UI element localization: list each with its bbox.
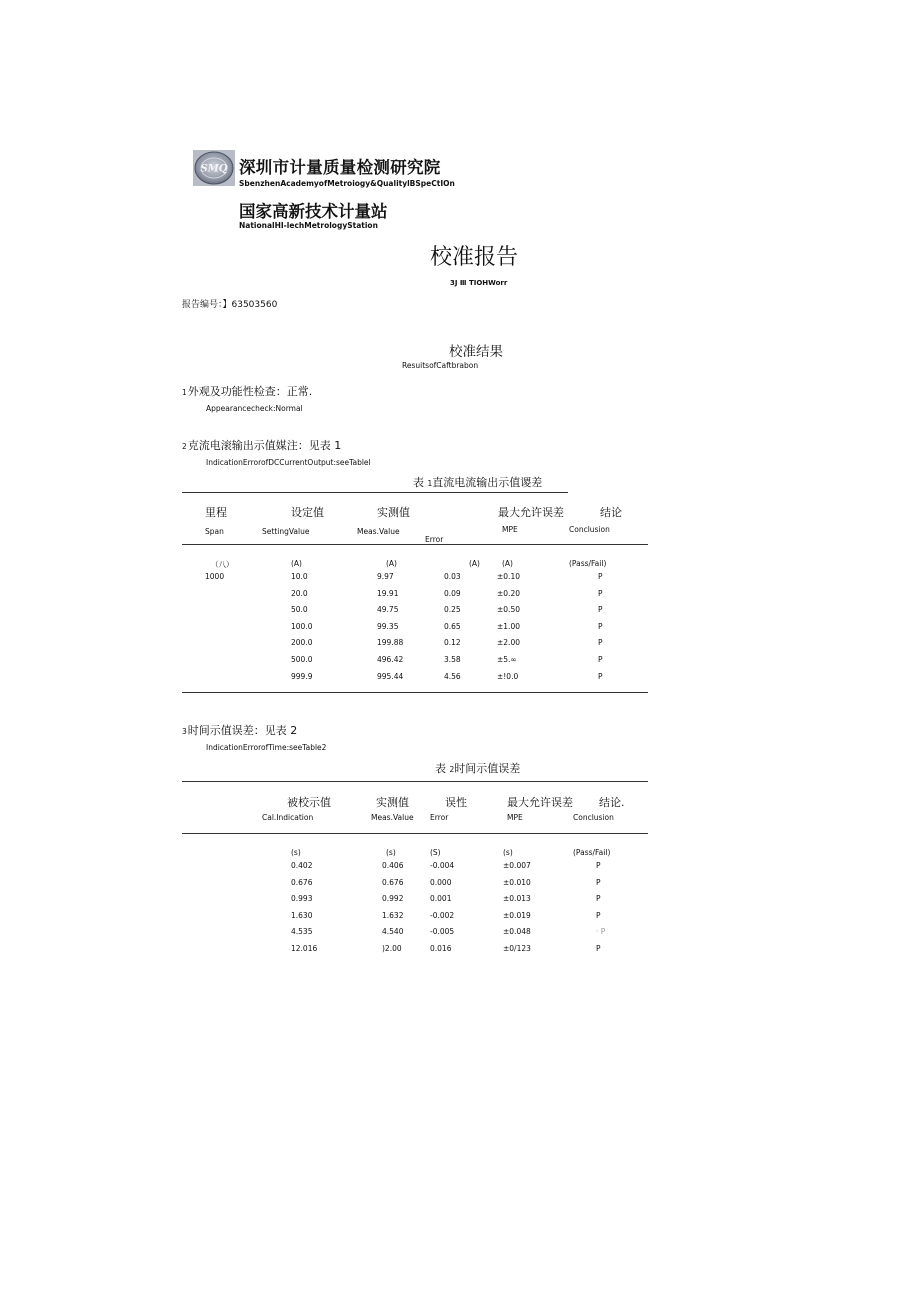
- t1-cell-error: 3.58: [444, 655, 461, 664]
- table-1-caption: [413, 474, 542, 490]
- section-3-subtitle: IndicationErrorofTime:seeTable2: [206, 743, 327, 752]
- t1-header-conclusion-en: Conclusion: [569, 525, 610, 534]
- t2-cell-concl: P: [596, 944, 601, 953]
- t1-cell-meas: 9.97: [377, 572, 394, 581]
- t1-cell-error: 0.65: [444, 621, 461, 631]
- section-number: 3: [182, 727, 187, 736]
- t1-unit-error: (A): [469, 559, 480, 568]
- institute-logo: [193, 150, 235, 186]
- t1-cell-setting: 100.0: [291, 621, 313, 631]
- t1-unit-span: （八）: [211, 560, 234, 569]
- caption-number: 2: [449, 765, 455, 774]
- t1-cell-setting: 200.0: [291, 638, 313, 648]
- t2-header-error-en: Error: [430, 813, 449, 822]
- t1-cell-concl: P: [598, 588, 603, 598]
- t1-header-setting-cn: 设定值: [291, 506, 324, 519]
- t1-cell-setting: 20.0: [291, 588, 308, 598]
- t1-cell-concl: P: [598, 621, 603, 631]
- t1-header-setting-en: SettingValue: [262, 527, 310, 536]
- t2-cell-mpe: ±0.013: [503, 894, 531, 904]
- t2-cell-mpe: ±0.048: [503, 927, 531, 937]
- caption-text: 时间示值误差: [454, 762, 521, 775]
- t2-cell-concl: P: [596, 894, 601, 904]
- t1-cell-mpe: ±0.20: [497, 588, 520, 598]
- t2-header-meas-en: Meas.Value: [371, 813, 414, 822]
- t1-unit-meas: (A): [386, 559, 397, 568]
- t2-cell-meas: 4.540: [382, 927, 404, 937]
- t1-cell-error: 4.56: [444, 671, 461, 681]
- t1-header-span-en: Span: [205, 527, 224, 536]
- t2-header-mpe-en: MPE: [507, 813, 523, 822]
- t2-cell-error: 0.001: [430, 894, 452, 904]
- t1-span-value: 1000: [205, 572, 225, 581]
- t1-cell-setting: 999.9: [291, 671, 313, 681]
- table-2-caption: [435, 760, 520, 776]
- t2-header-error-cn: 误性: [445, 796, 467, 809]
- t2-cell-mpe: ±0/123: [503, 944, 531, 953]
- table-1-header-rule: [182, 544, 648, 545]
- t2-cell-error: -0.005: [430, 927, 455, 937]
- t1-unit-setting: (A): [291, 559, 302, 568]
- t1-header-conclusion-cn: 结论: [600, 506, 622, 519]
- t2-header-mpe-cn: 最大允许误差: [507, 796, 573, 809]
- t1-cell-mpe: ±0.50: [497, 605, 520, 615]
- station-name-cn: 国家高新技术计量站: [239, 202, 388, 221]
- t1-cell-mpe: ±0.10: [497, 572, 520, 581]
- t2-cell-error: -0.004: [430, 861, 455, 870]
- t2-cell-meas: 0.406: [382, 861, 404, 870]
- t2-header-conclusion-cn: 结论.: [599, 796, 625, 809]
- t2-cell-error: -0.002: [430, 910, 455, 920]
- t1-cell-meas: 995.44: [377, 671, 404, 681]
- report-title-cn: 校准报告: [430, 245, 519, 270]
- station-name-en: NationalHI-lechMetrologyStation: [239, 221, 378, 230]
- t2-cell-meas: 1.632: [382, 910, 404, 920]
- results-heading-cn: 校准结果: [449, 344, 503, 360]
- t2-cell-cal: 0.993: [291, 894, 313, 904]
- organization-name-en: SbenzhenAcademyofMetroiogy&QualitylBSpeCtIOn: [239, 179, 455, 188]
- caption-prefix: 表: [413, 476, 424, 489]
- t1-cell-mpe: ±2.00: [497, 638, 520, 648]
- t1-cell-meas: 199.88: [377, 638, 404, 648]
- section-3-title: 时间示值误差：见表 2: [187, 724, 298, 737]
- report-number: 报告编号：】63503560: [182, 300, 278, 310]
- t2-header-meas-cn: 实测值: [376, 796, 409, 809]
- caption-number: 1: [427, 479, 433, 488]
- organization-name-cn: 深圳市计量质量检测研究院: [239, 158, 441, 177]
- t2-unit-cal: (s): [291, 848, 301, 857]
- t2-cell-mpe: ±0.010: [503, 877, 531, 887]
- table-1-bottom-rule: [182, 692, 648, 693]
- t1-header-meas-en: Meas.Value: [357, 527, 400, 536]
- t2-cell-cal: 4.535: [291, 927, 313, 937]
- t1-header-meas-cn: 实测值: [377, 506, 410, 519]
- t1-cell-mpe: ±5.∞: [497, 655, 517, 664]
- t2-cell-mpe: ±0.007: [503, 861, 531, 870]
- t1-cell-concl: P: [598, 572, 603, 581]
- section-2-title: 克流电滚输出示值媒注：见表 1: [187, 439, 342, 452]
- t1-header-span-cn: 里程: [205, 506, 227, 519]
- t1-cell-mpe: ±1.00: [497, 621, 520, 631]
- t2-cell-mpe: ±0.019: [503, 910, 531, 920]
- t1-header-mpe-cn: 最大允许误差: [498, 506, 564, 519]
- results-heading-en: ResuitsofCaftbrabon: [402, 361, 479, 370]
- t2-cell-cal: 12.016: [291, 944, 318, 953]
- caption-prefix: 表: [435, 762, 446, 775]
- t1-cell-concl: P: [598, 655, 603, 664]
- t1-cell-setting: 500.0: [291, 655, 313, 664]
- section-1-title: 外观及功能性检查：正常.: [187, 385, 313, 398]
- svg-text:SMQ: SMQ: [200, 163, 228, 175]
- section-1-heading: [182, 383, 312, 399]
- t1-unit-mpe: (A): [502, 559, 513, 568]
- t1-cell-meas: 99.35: [377, 621, 399, 631]
- report-title-en: 3J Ⅲ TIOHWorr: [450, 279, 508, 287]
- section-2-heading: [182, 437, 341, 453]
- t1-cell-error: 0.03: [444, 572, 461, 581]
- t1-cell-meas: 19.91: [377, 588, 399, 598]
- t1-cell-meas: 496.42: [377, 655, 404, 664]
- t2-cell-error: 0.000: [430, 877, 452, 887]
- t2-header-conclusion-en: Conclusion: [573, 813, 614, 822]
- t1-cell-setting: 10.0: [291, 572, 308, 581]
- t1-cell-concl: P: [598, 638, 603, 648]
- table-1-top-rule: [182, 492, 568, 493]
- t1-cell-concl: P: [598, 671, 603, 681]
- t2-header-cal-en: Cal.Indication: [262, 813, 314, 822]
- t1-cell-concl: P: [598, 605, 603, 615]
- t2-cell-meas: )2.00: [382, 944, 402, 953]
- t2-cell-error: 0.016: [430, 944, 452, 953]
- t2-header-cal-cn: 被校示值: [287, 796, 331, 809]
- caption-text: 直流电流输出示值谡差: [432, 476, 543, 489]
- t1-cell-error: 0.09: [444, 588, 461, 598]
- t2-unit-conclusion: (Pass/Fail): [573, 848, 611, 857]
- t1-cell-error: 0.25: [444, 605, 461, 615]
- t2-unit-error: (S): [430, 848, 441, 857]
- section-number: 2: [182, 442, 187, 451]
- t1-cell-error: 0.12: [444, 638, 461, 648]
- t1-header-error-en: Error: [425, 535, 444, 544]
- t1-cell-meas: 49.75: [377, 605, 399, 615]
- table-2-top-rule: [182, 781, 648, 782]
- t2-cell-concl: P: [596, 861, 601, 870]
- t1-header-mpe-en: MPE: [502, 525, 518, 534]
- t2-cell-concl: P: [596, 910, 601, 920]
- table-2-header-rule: [182, 833, 648, 834]
- section-number: 1: [182, 388, 187, 397]
- t2-unit-meas: (s): [386, 848, 396, 857]
- section-1-subtitle: Appearancecheck:Normal: [206, 404, 303, 413]
- t1-cell-mpe: ±!0.0: [497, 671, 519, 681]
- t2-cell-meas: 0.676: [382, 877, 404, 887]
- section-3-heading: [182, 722, 297, 738]
- t2-cell-meas: 0.992: [382, 894, 404, 904]
- t2-cell-concl: · P: [596, 927, 606, 937]
- t2-cell-cal: 1.630: [291, 910, 313, 920]
- section-2-subtitle: IndicationErrorofDCCurrentOutput:seeTablel: [206, 458, 371, 467]
- t2-cell-cal: 0.402: [291, 861, 313, 870]
- t1-cell-setting: 50.0: [291, 605, 308, 615]
- t2-cell-concl: P: [596, 877, 601, 887]
- t1-unit-conclusion: (Pass/Fail): [569, 559, 607, 568]
- t2-unit-mpe: (s): [503, 848, 513, 857]
- t2-cell-cal: 0.676: [291, 877, 313, 887]
